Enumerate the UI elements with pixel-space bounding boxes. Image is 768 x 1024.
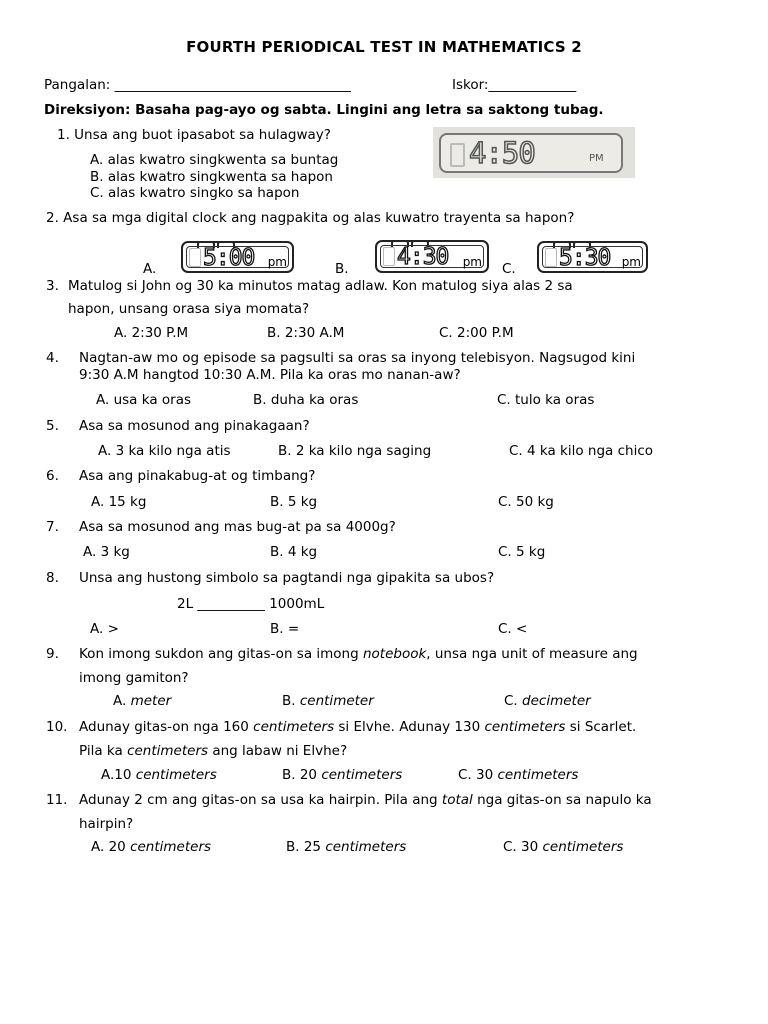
option-c: C. alas kwatro singko sa hapon bbox=[90, 185, 300, 201]
option-c-letter[interactable]: C. bbox=[502, 261, 516, 277]
option-c[interactable]: C. 30 centimeters bbox=[458, 767, 579, 783]
option-b[interactable]: B. 20 centimeters bbox=[282, 767, 403, 783]
question-number: 6. bbox=[46, 468, 59, 484]
option-a[interactable]: A. alas kwatro singkwenta sa buntag bbox=[90, 152, 339, 168]
digital-clock-icon[interactable]: 5:00 pm bbox=[181, 241, 294, 273]
option-c[interactable]: C. 4 ka kilo nga chico bbox=[509, 443, 654, 459]
option-a[interactable]: A. 20 centimeters bbox=[91, 839, 212, 855]
question-text: imong gamiton? bbox=[79, 670, 189, 686]
directions: Direksiyon: Basaha pag-ayo og sabta. Lingini ang letra sa saktong tubag. bbox=[44, 102, 604, 118]
digital-clock-photo-icon: 4:50 PM bbox=[433, 127, 635, 178]
question-text: Adunay 2 cm ang gitas-on sa usa ka hairpin. Pila ang total nga gitas-on sa napulo ka bbox=[79, 792, 652, 808]
question-number: 10. bbox=[46, 719, 68, 735]
option-b[interactable]: B. alas kwatro singkwenta sa hapon bbox=[90, 169, 333, 185]
option-b[interactable]: B. 2:30 A.M bbox=[267, 325, 345, 341]
option-b[interactable]: B. duha ka oras bbox=[253, 392, 359, 408]
option-a[interactable]: A. 3 ka kilo nga atis bbox=[98, 443, 231, 459]
option-c[interactable]: C. tulo ka oras bbox=[497, 392, 595, 408]
option-c[interactable]: C. decimeter bbox=[504, 693, 591, 709]
question-text: Nagtan-aw mo og episode sa pagsulti sa oras sa inyong telebisyon. Nagsugod kini bbox=[79, 350, 636, 366]
question-number: 11. bbox=[46, 792, 68, 808]
question-text: 9:30 A.M hangtod 10:30 A.M. Pila ka oras mo nanan-aw? bbox=[79, 367, 461, 383]
option-c[interactable]: C. 50 kg bbox=[498, 494, 554, 510]
option-b[interactable]: B. = bbox=[270, 621, 300, 637]
question-number: 5. bbox=[46, 418, 59, 434]
question-text: hapon, unsang orasa siya momata? bbox=[68, 301, 310, 317]
question-number: 9. bbox=[46, 646, 59, 662]
name-field[interactable]: Pangalan: ___________________________________ bbox=[44, 77, 351, 93]
score-field[interactable]: Iskor:_____________ bbox=[452, 77, 577, 93]
option-b[interactable]: B. 5 kg bbox=[270, 494, 318, 510]
option-a[interactable]: A. 15 kg bbox=[91, 494, 147, 510]
question-text: Asa ang pinakabug-at og timbang? bbox=[79, 468, 316, 484]
option-a[interactable]: A. 3 kg bbox=[83, 544, 130, 560]
digital-clock-icon[interactable]: 4:30 pm bbox=[375, 240, 489, 273]
question-text: Matulog si John og 30 ka minutos matag adlaw. Kon matulog siya alas 2 sa bbox=[68, 278, 573, 294]
option-c[interactable]: C. 5 kg bbox=[498, 544, 546, 560]
question-text: Asa sa mosunod ang mas bug-at pa sa 4000g? bbox=[79, 519, 396, 535]
option-b[interactable]: B. centimeter bbox=[282, 693, 374, 709]
option-b[interactable]: B. 2 ka kilo nga saging bbox=[278, 443, 432, 459]
question-text: Unsa ang hustong simbolo sa pagtandi nga gipakita sa ubos? bbox=[79, 570, 495, 586]
question-number: 7. bbox=[46, 519, 59, 535]
option-a[interactable]: A.10 centimeters bbox=[101, 767, 217, 783]
question-number: 8. bbox=[46, 570, 59, 586]
question-number: 4. bbox=[46, 350, 59, 366]
option-b[interactable]: B. 25 centimeters bbox=[286, 839, 407, 855]
question-text: Adunay gitas-on nga 160 centimeters si Elvhe. Adunay 130 centimeters si Scarlet. bbox=[79, 719, 637, 735]
question-text: Kon imong sukdon ang gitas-on sa imong notebook, unsa nga unit of measure ang bbox=[79, 646, 638, 662]
question-prompt: 2. Asa sa mga digital clock ang nagpakita og alas kuwatro trayenta sa hapon? bbox=[46, 210, 575, 226]
option-a[interactable]: A. meter bbox=[113, 693, 172, 709]
question-text: Pila ka centimeters ang labaw ni Elvhe? bbox=[79, 743, 348, 759]
option-a[interactable]: A. usa ka oras bbox=[96, 392, 191, 408]
question-prompt: 1. Unsa ang buot ipasabot sa hulagway? bbox=[57, 127, 331, 143]
option-b-letter[interactable]: B. bbox=[335, 261, 349, 277]
option-b[interactable]: B. 4 kg bbox=[270, 544, 318, 560]
question-text: hairpin? bbox=[79, 816, 134, 832]
question-text: Asa sa mosunod ang pinakagaan? bbox=[79, 418, 310, 434]
comparison-expression: 2L __________ 1000mL bbox=[177, 596, 325, 612]
option-a-letter[interactable]: A. bbox=[143, 261, 157, 277]
option-c[interactable]: C. 30 centimeters bbox=[503, 839, 624, 855]
question-number: 3. bbox=[46, 278, 59, 294]
option-a[interactable]: A. > bbox=[90, 621, 119, 637]
option-c[interactable]: C. < bbox=[498, 621, 528, 637]
digital-clock-icon[interactable]: 5:30 pm bbox=[537, 241, 648, 273]
option-c[interactable]: C. 2:00 P.M bbox=[439, 325, 514, 341]
page-title: FOURTH PERIODICAL TEST IN MATHEMATICS 2 bbox=[186, 38, 582, 56]
option-a[interactable]: A. 2:30 P.M bbox=[114, 325, 189, 341]
